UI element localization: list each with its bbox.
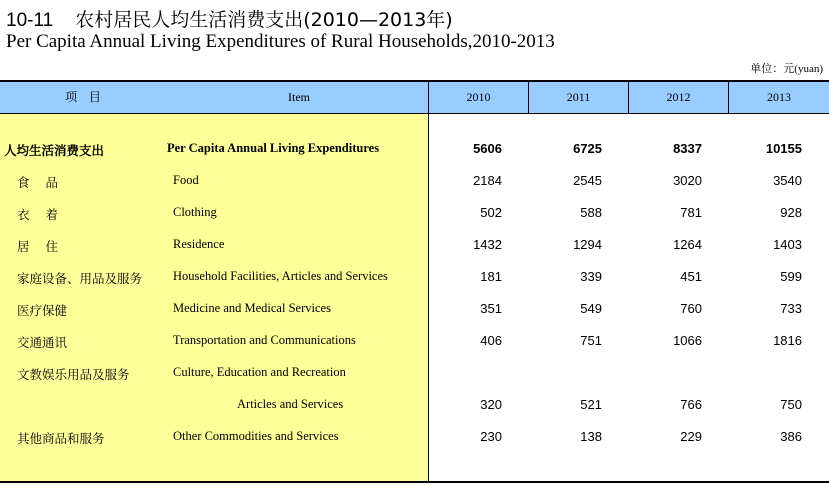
row-label-en: Clothing <box>173 205 217 219</box>
table-row <box>0 235 829 255</box>
row-label-en: Residence <box>173 237 225 251</box>
header-item-en: Item <box>288 90 310 104</box>
cell-2011: 339 <box>580 269 602 284</box>
cell-2013: 1816 <box>773 333 802 348</box>
unit-cn: 单位：元 <box>750 62 795 75</box>
row-label-cn: 人均生活消费支出 <box>4 143 105 158</box>
row-label-cn: 文教娱乐用品及服务 <box>17 367 130 382</box>
cell-2013: 3540 <box>773 173 802 188</box>
cell-2010: 1432 <box>473 237 502 252</box>
cell-2010: 502 <box>480 205 502 220</box>
cell-2011: 588 <box>580 205 602 220</box>
table-row <box>0 139 829 159</box>
header-year-2010: 2010 <box>428 82 528 113</box>
cell-2012: 760 <box>680 301 702 316</box>
row-label-cn: 食 品 <box>17 175 58 190</box>
table-row <box>0 363 829 383</box>
cell-2011: 2545 <box>573 173 602 188</box>
table-header <box>0 82 829 114</box>
cell-2011: 1294 <box>573 237 602 252</box>
page-title-cn <box>6 5 453 32</box>
header-item-cn: 项 目 <box>65 90 105 104</box>
table-number: 10-11 <box>6 10 54 31</box>
cell-2012: 1066 <box>673 333 702 348</box>
item-column-background <box>0 114 429 481</box>
cell-2011: 521 <box>580 397 602 412</box>
row-label-cn: 其他商品和服务 <box>17 431 105 446</box>
header-year-2011: 2011 <box>528 82 628 113</box>
row-label-en: Culture, Education and Recreation <box>173 365 346 379</box>
table-row <box>0 395 829 415</box>
row-label-en: Articles and Services <box>237 397 344 411</box>
cell-2011: 6725 <box>573 141 602 156</box>
cell-2010: 230 <box>480 429 502 444</box>
cell-2013: 1403 <box>773 237 802 252</box>
row-label-en: Household Facilities, Articles and Services <box>173 269 388 283</box>
row-label-en: Other Commodities and Services <box>173 429 339 443</box>
cell-2013: 599 <box>780 269 802 284</box>
unit-label <box>750 60 823 76</box>
cell-2012: 766 <box>680 397 702 412</box>
cell-2013: 10155 <box>765 141 802 156</box>
header-year-2012: 2012 <box>628 82 728 113</box>
cell-2012: 451 <box>680 269 702 284</box>
row-label-cn: 居 住 <box>17 239 58 254</box>
page-title-en: Per Capita Annual Living Expenditures of Rural Households,2010-2013 <box>6 31 555 52</box>
cell-2013: 733 <box>780 301 802 316</box>
cell-2012: 1264 <box>673 237 702 252</box>
header-year-2013: 2013 <box>728 82 829 113</box>
cell-2011: 549 <box>580 301 602 316</box>
cell-2012: 781 <box>680 205 702 220</box>
cell-2010: 320 <box>480 397 502 412</box>
row-label-en: Food <box>173 173 199 187</box>
row-label-en: Medicine and Medical Services <box>173 301 331 315</box>
table-bottom-rule <box>0 481 829 483</box>
cell-2012: 229 <box>680 429 702 444</box>
row-label-cn: 医疗保健 <box>17 303 68 318</box>
cell-2010: 406 <box>480 333 502 348</box>
table-row <box>0 171 829 191</box>
cell-2012: 8337 <box>673 141 702 156</box>
title-cn-text: 农村居民人均生活消费支出(2010—2013年) <box>75 9 453 31</box>
table-row <box>0 427 829 447</box>
cell-2013: 928 <box>780 205 802 220</box>
cell-2010: 2184 <box>473 173 502 188</box>
cell-2010: 5606 <box>473 141 502 156</box>
row-label-cn: 衣 着 <box>17 207 58 222</box>
table-row <box>0 203 829 223</box>
cell-2010: 351 <box>480 301 502 316</box>
unit-en: (yuan) <box>794 63 823 75</box>
table-row <box>0 267 829 287</box>
row-label-cn: 交通通讯 <box>17 335 68 350</box>
cell-2012: 3020 <box>673 173 702 188</box>
cell-2010: 181 <box>480 269 502 284</box>
cell-2011: 751 <box>580 333 602 348</box>
table-row <box>0 331 829 351</box>
table-row <box>0 299 829 319</box>
cell-2013: 386 <box>780 429 802 444</box>
row-label-en: Transportation and Communications <box>173 333 356 347</box>
row-label-en: Per Capita Annual Living Expenditures <box>167 141 380 155</box>
cell-2011: 138 <box>580 429 602 444</box>
row-label-cn: 家庭设备、用品及服务 <box>17 271 143 286</box>
cell-2013: 750 <box>780 397 802 412</box>
